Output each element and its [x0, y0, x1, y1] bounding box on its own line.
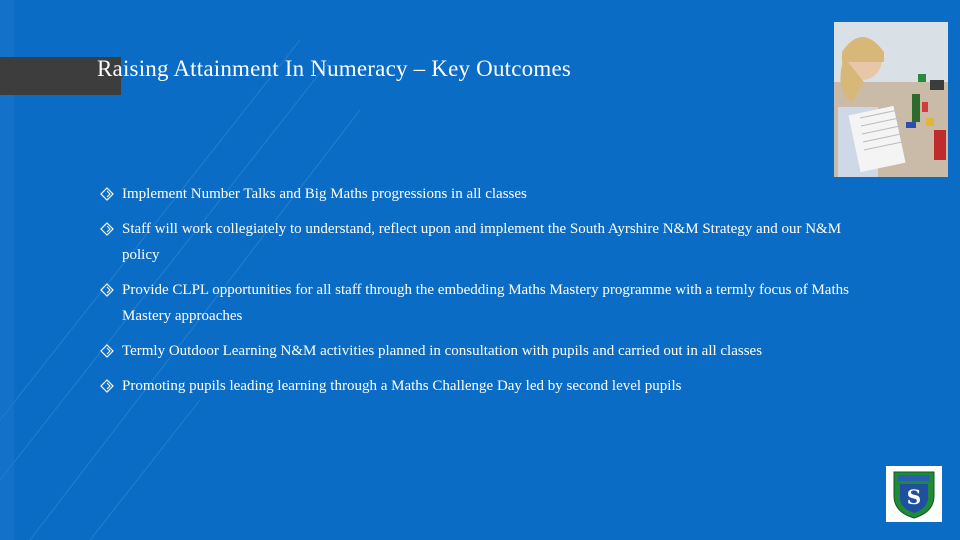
svg-text:S: S	[906, 485, 922, 509]
bullet-text: Staff will work collegiately to understand, reflect upon and implement the South Ayrshire N&M Strategy and our N&M policy	[122, 221, 842, 263]
list-item	[104, 277, 864, 329]
diamond-bullet-icon	[100, 222, 114, 236]
school-crest-logo	[886, 466, 942, 522]
diamond-bullet-icon	[100, 283, 114, 297]
diamond-bullet-icon	[100, 344, 114, 358]
bullet-text: Termly Outdoor Learning N&M activities planned in consultation with pupils and carried out in all classes	[122, 343, 763, 359]
bullet-text: Provide CLPL opportunities for all staff through the embedding Maths Mastery programme with a termly focus of Maths Mastery approaches	[122, 282, 849, 324]
key-outcomes-list	[104, 181, 864, 408]
list-item	[104, 373, 864, 399]
diamond-bullet-icon	[100, 379, 114, 393]
list-item	[104, 181, 864, 207]
diamond-bullet-icon	[100, 187, 114, 201]
bullet-text: Promoting pupils leading learning through a Maths Challenge Day led by second level pupils	[122, 378, 682, 394]
list-item	[104, 216, 864, 268]
bullet-text: Implement Number Talks and Big Maths progressions in all classes	[122, 186, 527, 202]
list-item	[104, 338, 864, 364]
child-doing-maths-photo	[834, 22, 948, 177]
slide-title: Raising Attainment In Numeracy – Key Outcomes	[97, 56, 572, 81]
